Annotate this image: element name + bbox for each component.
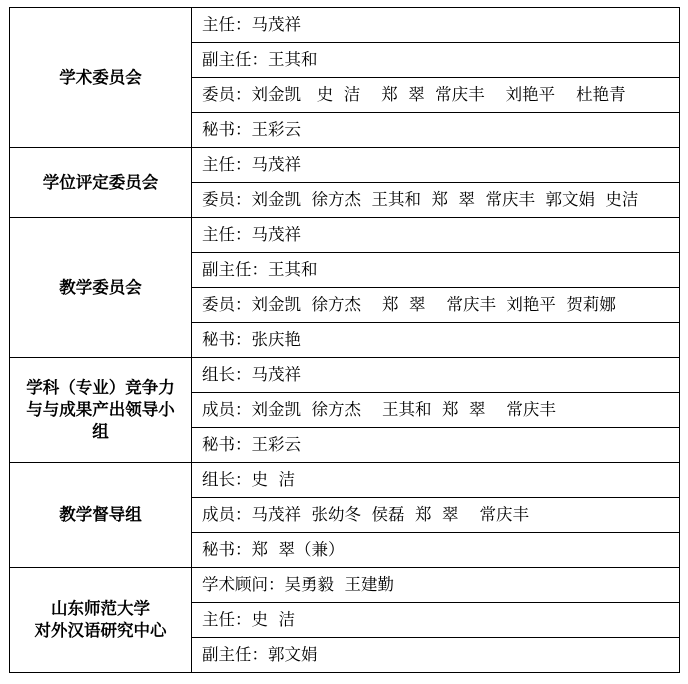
committee-name-line: 学科（专业）竞争力 — [26, 378, 175, 397]
committee-name-line: 对外汉语研究中心 — [34, 621, 167, 640]
member-role-cell: 主任：马茂祥 — [192, 148, 680, 183]
member-role-cell: 副主任：郭文娟 — [192, 638, 680, 673]
committee-name — [10, 568, 192, 673]
committee-name-line: 山东师范大学 — [51, 599, 150, 618]
member-role-cell: 成员：刘金凯 徐方杰 王其和 郑 翠 常庆丰 — [192, 393, 680, 428]
member-role-cell: 成员：马茂祥 张幼冬 侯磊 郑 翠 常庆丰 — [192, 498, 680, 533]
committee-name-line: 教学督导组 — [59, 505, 142, 524]
committee-name-line: 学位评定委员会 — [42, 172, 159, 192]
member-role-cell: 秘书：郑 翠（兼） — [192, 533, 680, 568]
table-row — [10, 8, 680, 43]
member-role-cell: 主任：史 洁 — [192, 603, 680, 638]
member-role-cell: 主任：马茂祥 — [192, 218, 680, 253]
table-row — [10, 568, 680, 603]
table-row — [10, 463, 680, 498]
committee-name — [10, 358, 192, 463]
table-row — [10, 148, 680, 183]
member-role-cell: 秘书：王彩云 — [192, 428, 680, 463]
member-role-cell: 秘书：王彩云 — [192, 113, 680, 148]
member-role-cell: 副主任：王其和 — [192, 253, 680, 288]
member-role-cell: 委员：刘金凯 史 洁 郑 翠 常庆丰 刘艳平 杜艳青 — [192, 78, 680, 113]
committee-name-line: 教学委员会 — [59, 277, 142, 297]
member-role-cell: 秘书：张庆艳 — [192, 323, 680, 358]
table-row — [10, 358, 680, 393]
table-row — [10, 218, 680, 253]
committee-name-line: 学术委员会 — [59, 67, 142, 87]
member-role-cell: 学术顾问：吴勇毅 王建勤 — [192, 568, 680, 603]
committee-name-line: 与与成果产出领导小 — [26, 400, 175, 419]
member-role-cell: 主任：马茂祥 — [192, 8, 680, 43]
committee-name-line: 组 — [92, 422, 109, 441]
committee-name — [10, 148, 192, 218]
committee-name — [10, 218, 192, 358]
member-role-cell: 委员：刘金凯 徐方杰 郑 翠 常庆丰 刘艳平 贺莉娜 — [192, 288, 680, 323]
member-role-cell: 委员：刘金凯 徐方杰 王其和 郑 翠 常庆丰 郭文娟 史洁 — [192, 183, 680, 218]
committee-name — [10, 8, 192, 148]
member-role-cell: 组长：史 洁 — [192, 463, 680, 498]
committee-table — [9, 7, 680, 673]
member-role-cell: 副主任：王其和 — [192, 43, 680, 78]
committee-name — [10, 463, 192, 568]
committee-table-body — [10, 8, 680, 673]
member-role-cell: 组长：马茂祥 — [192, 358, 680, 393]
